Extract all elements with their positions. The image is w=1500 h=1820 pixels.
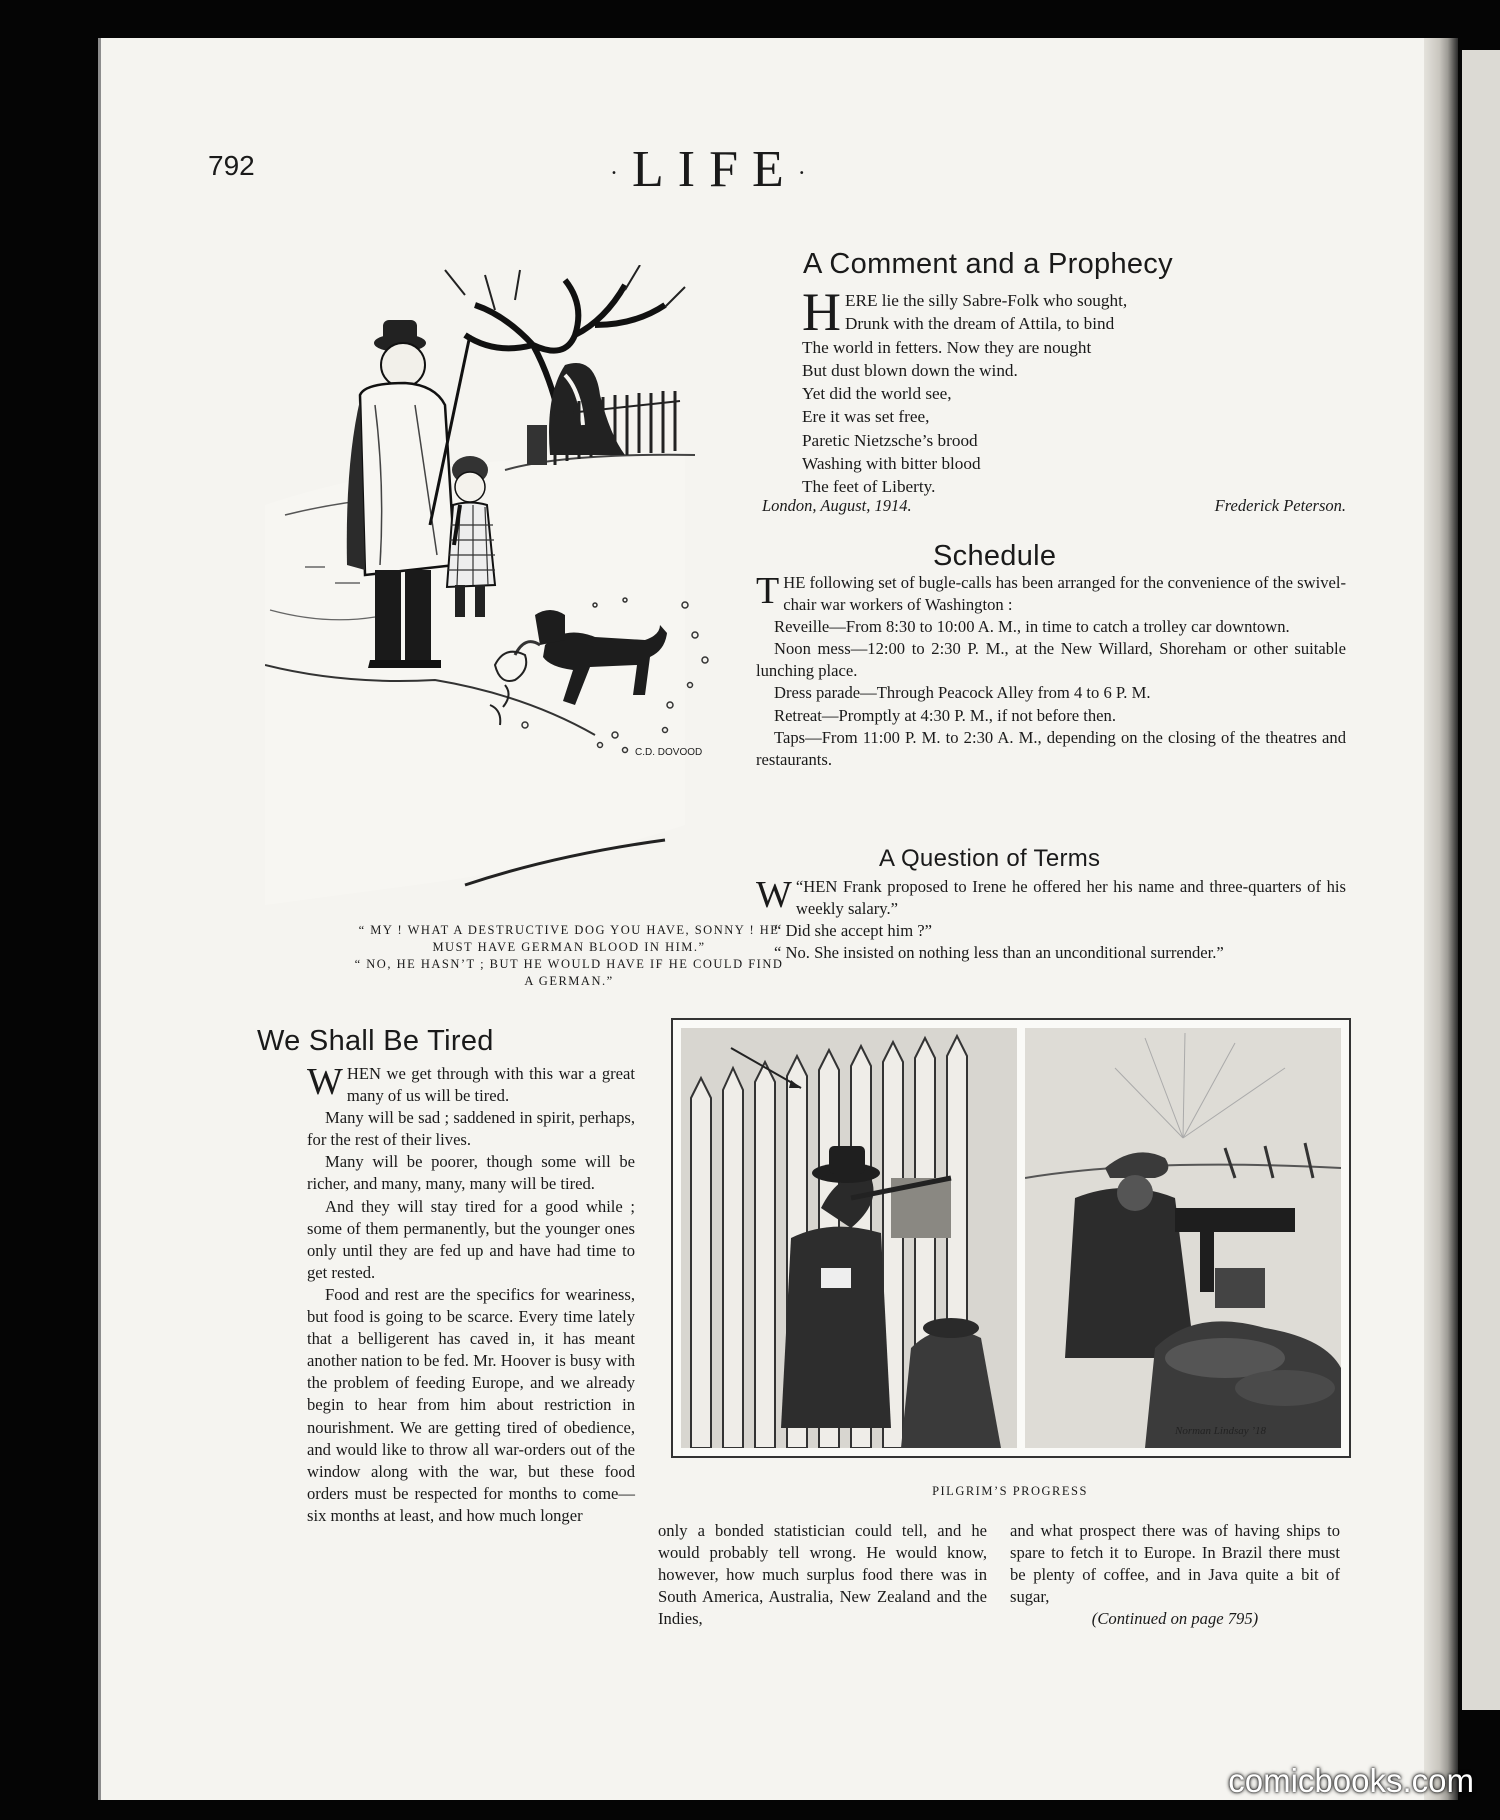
pilgrims-progress-plate [671, 1018, 1351, 1458]
cartoon-illustration [265, 265, 825, 916]
terms-third: “ No. She insisted on nothing less than an unconditional surrender.” [774, 943, 1224, 963]
schedule-item: Dress parade—Through Peacock Alley from 4 to 6 P. M. [774, 683, 1151, 703]
terms-second: “ Did she accept him ?” [774, 921, 933, 941]
caption-line: “ MY ! WHAT A DESTRUCTIVE DOG YOU HAVE, SONNY ! HE [358, 923, 780, 937]
poem-place-date: London, August, 1914. [762, 496, 912, 515]
poem-line: The world in fetters. Now they are nought [802, 337, 1092, 357]
terms-dropcap: W [756, 874, 792, 916]
tired-column-1 [307, 1063, 635, 1527]
caption-line: A GERMAN.” [524, 974, 614, 988]
page-number: 792 [208, 150, 255, 181]
schedule-item: Retreat—Promptly at 4:30 P. M., if not before then. [774, 705, 1116, 725]
tired-paragraph: only a bonded statistician could tell, and he would probably tell wrong. He would know, however, how much surplus food there was in South America, Australia, New Zealand and the Indies, [658, 1521, 987, 1629]
masthead: ·LIFE· [610, 141, 820, 198]
plate-signature: Norman Lindsay ’18 [1175, 1425, 1267, 1437]
poem-line: Yet did the world see, [802, 384, 952, 404]
schedule-text [756, 572, 1346, 771]
quote-open: “ [795, 877, 804, 896]
tired-dropcap: W [307, 1061, 343, 1103]
poem-dropcap: H [802, 282, 841, 342]
poem-author: Frederick Peterson. [1214, 496, 1346, 515]
schedule-item: Noon mess—12:00 to 2:30 P. M., at the New Willard, Shoreham or other suitable lunching place. [756, 639, 1346, 681]
caption-line: MUST HAVE GERMAN BLOOD IN HIM.” [432, 940, 706, 954]
comment-prophecy-title: A Comment and a Prophecy [803, 248, 1173, 280]
tired-paragraph: And they will stay tired for a good while ; some of them permanently, but the younger ones only until they are fed up and have had time to get rested. [307, 1196, 635, 1282]
tired-paragraph: Many will be sad ; saddened in spirit, perhaps, for the rest of their lives. [307, 1108, 635, 1150]
cartoon-signature: C.D. DOVOOD [635, 747, 703, 758]
tired-paragraph: HEN we get through with this war a great many of us will be tired. [346, 1064, 635, 1106]
tired-paragraph: and what prospect there was of having ships to spare to fetch it to Europe. In Brazil there must be plenty of coffee, and in Java quite a bit of sugar, [1010, 1521, 1340, 1607]
poem-line: Washing with bitter blood [802, 454, 981, 474]
continued-note: (Continued on page 795) [1091, 1609, 1259, 1629]
poem-line: The feet of Liberty. [802, 477, 936, 497]
tired-title: We Shall Be Tired [257, 1025, 494, 1057]
question-terms-text [756, 876, 1346, 964]
poem-line: Paretic Nietzsche’s brood [802, 430, 978, 450]
schedule-intro: HE following set of bugle-calls has been arranged for the convenience of the swivel-chair war workers of Washington : [783, 573, 1346, 615]
next-page-edge [1462, 50, 1500, 1710]
tired-paragraph: Food and rest are the specifics for weariness, but food is going to be scarce. Every time lately that a belligerent has caved in, it has meant another nation to be fed. Mr. Hoover is busy with the problem of feeding Europe, and we already begin to hear from him about restriction in nourishment. We are getting tired of obedience, and would like to throw all war-orders out of the window along with the war, but these food orders must be respected for months to come—six months at least, and how much longer [307, 1284, 635, 1525]
question-terms-title: A Question of Terms [879, 845, 1101, 872]
tired-column-2 [658, 1520, 987, 1630]
masthead-title: LIFE [632, 141, 798, 198]
cartoon-caption [330, 922, 808, 990]
schedule-dropcap: T [756, 570, 780, 612]
tired-column-3 [1010, 1520, 1340, 1630]
comment-prophecy-poem [802, 282, 1342, 499]
caption-line: “ NO, HE HASN’T ; BUT HE WOULD HAVE IF HE COULD FIND [354, 957, 784, 971]
watermark: comicbooks.com [1228, 1762, 1474, 1799]
pilgrim-panel [681, 1028, 1017, 1448]
page-curl-shadow [1424, 38, 1458, 1800]
schedule-item: Taps—From 11:00 P. M. to 2:30 A. M., depending on the closing of the theatres and restaurants. [756, 727, 1346, 769]
plate-caption: PILGRIM’S PROGRESS [932, 1484, 1088, 1498]
schedule-title: Schedule [933, 540, 1057, 572]
poem-line: Ere it was set free, [802, 407, 930, 427]
soldier-panel [1025, 1028, 1341, 1448]
poem-line: ERE lie the silly Sabre-Folk who sought, [845, 291, 1128, 310]
poem-line: But dust blown down the wind. [802, 360, 1018, 380]
tired-paragraph: Many will be poorer, though some will be richer, and many, many, many will be tired. [307, 1152, 635, 1194]
tree [445, 265, 685, 455]
schedule-item: Reveille—From 8:30 to 10:00 A. M., in time to catch a trolley car downtown. [774, 617, 1290, 637]
terms-first: HEN Frank proposed to Irene he offered her his name and three-quarters of his weekly salary.” [795, 877, 1346, 919]
poem-line: Drunk with the dream of Attila, to bind [845, 314, 1115, 334]
